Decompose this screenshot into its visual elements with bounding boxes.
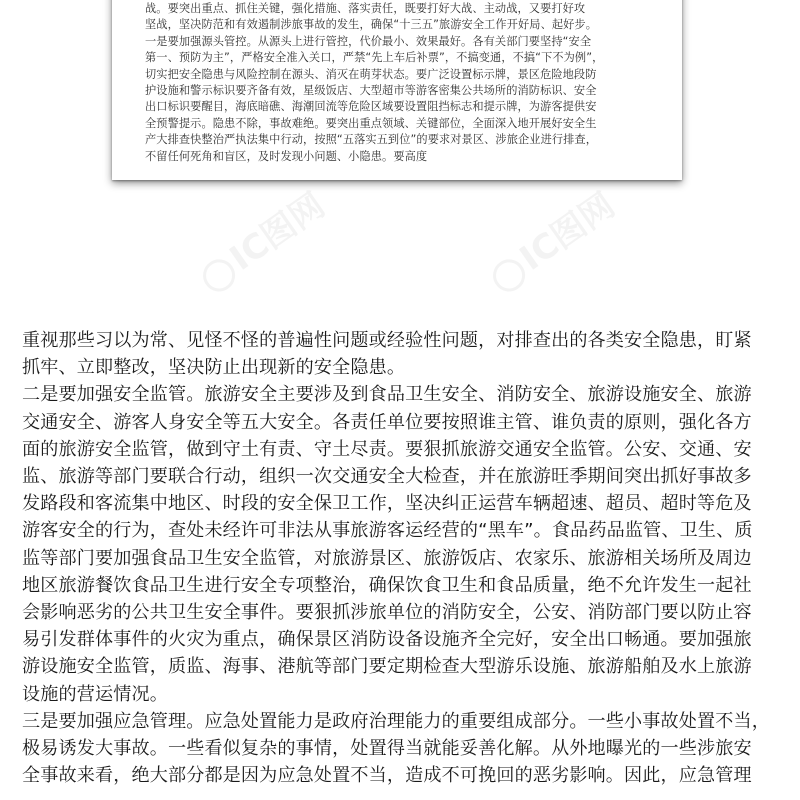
watermark-left: IC图网 <box>189 179 333 300</box>
watermark-logo-icon <box>196 253 241 298</box>
main-document-text: 重视那些习以为常、见怪不怪的普遍性问题或经验性问题，对排查出的各类安全隐患，盯紧 抓牢、立即整改，坚决防止出现新的安全隐患。 二是要加强安全监管。旅游安全主要涉及到食品卫生安全、消防安全、旅游设施安全、旅游 交通安全、游客人身安全等五大安全。各责任单位要按照谁主管、谁负责的原则，强化各方 面的旅游安全监管，做到守土有责、守土尽责。要狠抓旅游交通安全监管。公安、交通、安 监、旅游等部门要联合行动，组织一次交通安全大检查，并在旅游旺季期间突出抓好事故多 发路段和客流集中地区、时段的安全保卫工作，坚决纠正运营车辆超速、超员、超时等危及 游客安全的行为，查处未经许可非法从事旅游客运经营的“黑车”。食品药品监管、卫生、质 监等部门要加强食品卫生安全监管，对旅游景区、旅游饭店、农家乐、旅游相关场所及周边 地区旅游餐饮食品卫生进行安全专项整治，确保饮食卫生和食品质量，绝不允许发生一起社 会影响恶劣的公共卫生安全事件。要狠抓涉旅单位的消防安全，公安、消防部门要以防止容 易引发群体事件的火灾为重点，确保景区消防设备设施齐全完好，安全出口畅通。要加强旅 游设施安全监管，质监、海事、港航等部门要定期检查大型游乐设施、旅游船舶及水上旅游 设施的营运情况。 三是要加强应急管理。应急处置能力是政府治理能力的重要组成部分。一些小事故处置不当， 极易诱发大事故。一些看似复杂的事情，处置得当就能妥善化解。从外地曝光的一些涉旅安 全事故来看，绝大部分都是因为应急处置不当，造成不可挽回的恶劣影响。因此，应急管理 <box>22 330 770 787</box>
document-page-card <box>112 0 682 180</box>
card-paragraph: 战。要突出重点、抓住关键，强化措施、落实责任，既要打好大战、主动战，又要打好攻 坚战，坚决防范和有效遏制涉旅事故的发生，确保“十三五”旅游安全工作开好局、起好步。 一是要加强源头管控。从源头上进行管控，代价最小、效果最好。各有关部门要坚持“安全 第一、预防为主”，严格安全准入关口，严禁“先上车后补票”，不搞变通，不搞“下不为例”， 切实把安全隐患与风险控制在源头、消灭在萌芽状态。要广泛设置标示牌，景区危险地段防 护设施和警示标识要齐备有效，星级饭店、大型超市等游客密集公共场所的消防标识、安全 出口标识要醒目，海底暗礁、海潮回流等危险区域要设置阻挡标志和提示牌，为游客提供安 全预警提示。隐患不除，事故难绝。要突出重点领域、关键部位，全面深入地开展好安全生 产大排查快整治严执法集中行动，按照“五落实五到位”的要求对景区、涉旅企业进行排查， 不留任何死角和盲区，及时发现小问题、小隐患。要高度 <box>145 2 604 163</box>
watermark-right: IC图网 <box>479 179 623 300</box>
watermark-logo-icon <box>486 253 531 298</box>
document-preview-area <box>0 0 800 290</box>
